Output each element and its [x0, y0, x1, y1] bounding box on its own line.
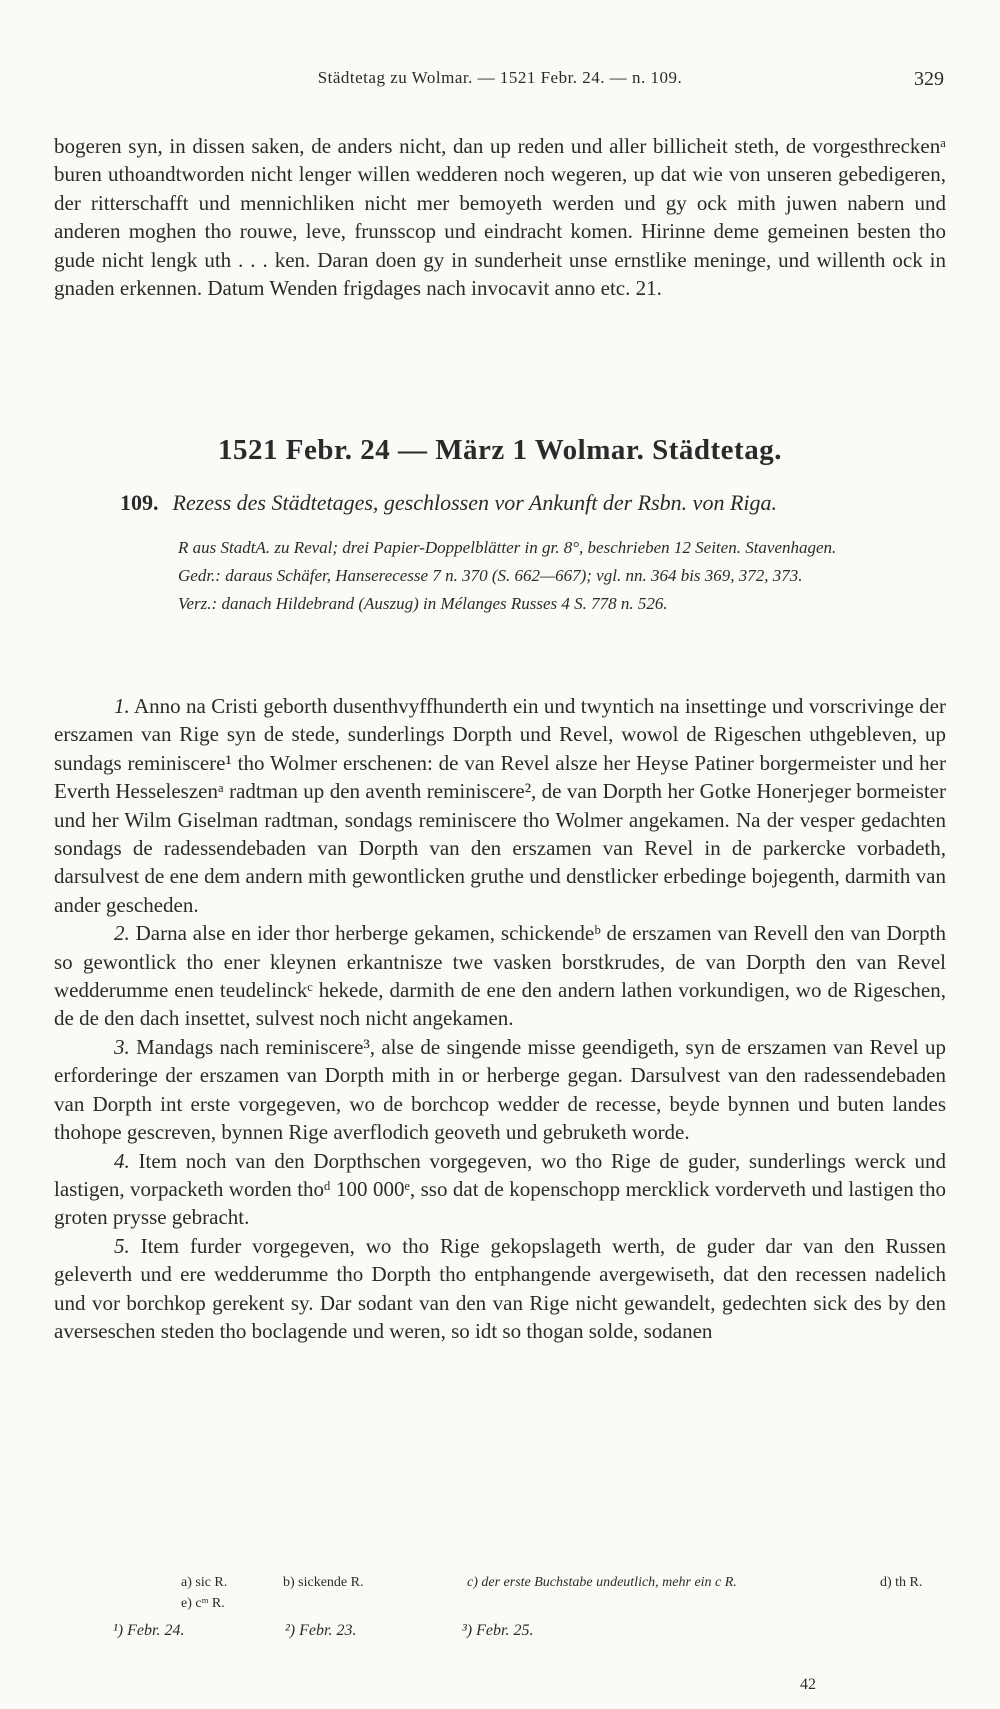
- section-number: 5.: [114, 1233, 130, 1258]
- apparatus-printed: Gedr.: daraus Schäfer, Hanserecesse 7 n. 370 (S. 662—667); vgl. nn. 364 bis 369, 372, 373.: [178, 566, 803, 585]
- footnote-d: d) th R.: [880, 1575, 923, 1590]
- footnote-b: b) sickende R.: [283, 1575, 364, 1590]
- intro-paragraph-block: [54, 132, 946, 302]
- apparatus-source: R aus StadtA. zu Reval; drei Papier-Doppelblätter in gr. 8°, beschrieben 12 Seiten. Stavenhagen.: [178, 538, 837, 557]
- section-paragraph: [54, 919, 946, 1033]
- document-number: 109.: [120, 490, 159, 515]
- section-number: 3.: [114, 1034, 130, 1059]
- document-title: [120, 490, 946, 516]
- footnote-1: ¹) Febr. 24.: [113, 1622, 185, 1639]
- footnote-a: a) sic R.: [181, 1575, 228, 1590]
- section-text: Darna alse en ider thor herberge gekamen, schickendeᵇ de erszamen van Revell den van Dorpth so gewontlick tho ener kleynen erkantnisze twe vasken borstkrudes, de van Dorpth den van Revel wedderumme enen teudelinckᶜ hekede, darmith de ene den andern lathen vorkundigen, wo de Rigeschen, de de den dach insettet, sulvest noch nicht angekamen.: [54, 921, 947, 1031]
- section-paragraph: [54, 1033, 946, 1147]
- section-number: 4.: [114, 1148, 130, 1173]
- document-title-text: Rezess des Städtetages, geschlossen vor Ankunft der Rsbn. von Riga.: [172, 490, 777, 515]
- intro-paragraph: bogeren syn, in dissen saken, de anders nicht, dan up reden und aller billicheit steth, de vorgesthreckenᵃ buren uthoandtworden nicht lenger willen wedderen noch wegeren, up dat wie von unseren gebedigeren, der ritterschafft und mennichliken nicht mer bemoyeth werden und gy ock mith juwen nabern und anderen moghen tho rouwe, leve, frunsscop und eindracht komen. Hirinne deme gemeinen besten tho gude nicht lengk uth . . . ken. Daran doen gy in sunderheit unse ernstlike meninge, und willenth ock in gnaden erkennen. Datum Wenden frigdages nach invocavit anno etc. 21.: [54, 134, 946, 301]
- footnote-e: e) cᵐ R.: [181, 1596, 225, 1611]
- apparatus-listed: Verz.: danach Hildebrand (Auszug) in Mélanges Russes 4 S. 778 n. 526.: [178, 594, 668, 613]
- section-text: Item noch van den Dorpthschen vorgegeven, wo tho Rige de guder, sunderlings werck und lastigen, vorpacketh worden thoᵈ 100 000ᵉ, sso dat de kopenschopp mercklick vorderveth und lastigen tho groten prysse gebracht.: [54, 1148, 947, 1230]
- running-head: [0, 68, 1000, 94]
- section-paragraph: [54, 1232, 946, 1346]
- section-number: 1.: [114, 694, 130, 718]
- running-title: Städtetag zu Wolmar. — 1521 Febr. 24. — n. 109.: [317, 68, 683, 87]
- section-paragraph: [54, 1147, 946, 1232]
- section-text: Item furder vorgegeven, wo tho Rige gekopslageth werth, de guder dar van den Russen geleverth und ere wedderumme tho Dorpth tho entphangende avergewiseth, dat den recessen nadelich und vor borchkop gerekent sy. Dar sodant van den van Rige nicht gewandelt, gedechten sick des by den averseschen steden tho boclagende und weren, so idt so thogan solde, sodanen: [54, 1233, 947, 1343]
- critical-apparatus: [180, 536, 946, 620]
- main-text: [54, 692, 946, 1345]
- section-number: 2.: [114, 921, 130, 946]
- footnote-c: c) der erste Buchstabe undeutlich, mehr ein c R.: [467, 1575, 737, 1590]
- footnote-2: ²) Febr. 23.: [285, 1622, 357, 1639]
- page-number: 329: [914, 68, 944, 90]
- sheet-number: 42: [800, 1676, 816, 1693]
- section-paragraph: [54, 692, 946, 919]
- section-text: Anno na Cristi geborth dusenthvyffhunderth ein und twyntich na insettinge und vorscrivinge der erszamen van Rige syn de stede, sunderlings Dorpth und Revel, wowol de Rigeschen uthgebleven, up sundags reminiscere¹ tho Wolmer erschenen: de van Revel alsze her Heyse Patiner borgermeister und her Everth Hesseleszenᵃ radtman up den aventh reminiscere², de van Dorpth her Gotke Honerjeger bormeister und her Wilm Giselman radtman, sondags reminiscere tho Wolmer angekamen. Na der vesper gedachten sondags de radessendebaden van Dorpth van den erszamen van Revel in de parkercke vorbadeth, darsulvest de ene dem andern mith gewontlicken gruthe und denstlicker erbedinge bojegenth, darmith van ander gescheden.: [54, 694, 946, 917]
- section-heading: 1521 Febr. 24 — März 1 Wolmar. Städtetag.: [218, 434, 782, 466]
- section-text: Mandags nach reminiscere³, alse de singende misse geendigeth, syn de erszamen van Revel up erforderinge der erszamen van Dorpth mith in or herberge gegan. Darsulvest van den radessendebaden van Dorpth int erste vorgegeven, wo de borchcop wedder de recesse, beyde bynnen und buten landes thohope gescreven, bynnen Rige averflodich geoveth und gebruketh worde.: [54, 1034, 946, 1145]
- footnote-3: ³) Febr. 25.: [462, 1622, 534, 1639]
